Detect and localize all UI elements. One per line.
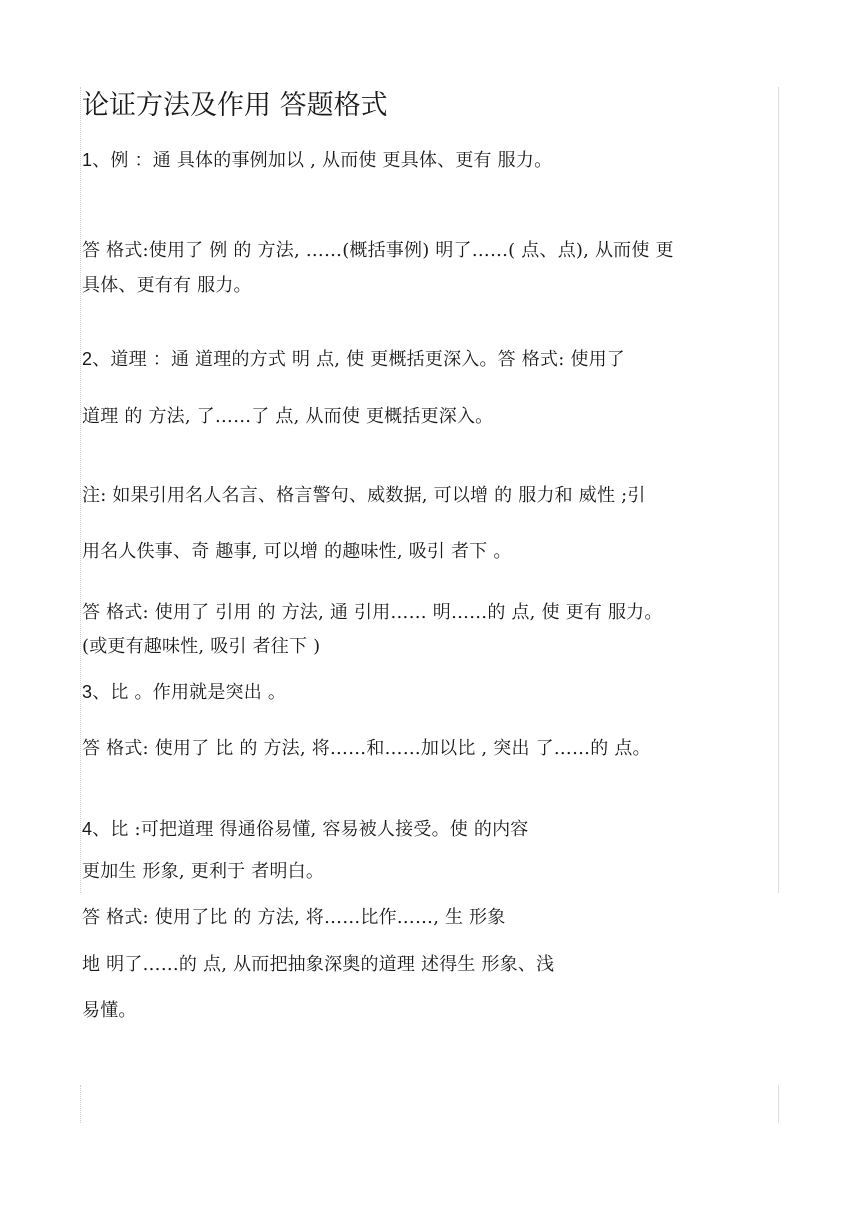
item-2-line (82, 347, 625, 372)
answer-format-line: 答 格式: 使用了 比 的 方法, 将……和……加以比 , 突出 了……的 点。 (82, 738, 651, 759)
right-margin-guide (778, 87, 779, 893)
paragraph-line: 地 明了……的 点, 从而把抽象深奥的道理 述得生 形象、浅 (82, 954, 555, 975)
answer-format-line: 答 格式:使用了 例 的 方法, ……(概括事例) 明了……( 点、点), 从而使 更 (82, 240, 674, 261)
answer-format-line: 具体、更有有 服力。 (82, 275, 252, 296)
note-line: 注: 如果引用名人名言、格言警句、威数据, 可以增 的 服力和 威性 ;引 (82, 485, 646, 506)
paragraph-text: 、道理 ：通 道理的方式 明 点, 使 更概括更深入。答 格式: 使用了 (92, 349, 625, 370)
item-number: 4 (82, 819, 93, 839)
right-margin-guide-lower (778, 1085, 779, 1123)
item-number: 2 (82, 349, 93, 369)
paragraph-line: 更加生 形象, 更利于 者明白。 (82, 861, 325, 882)
answer-format-line: 答 格式: 使用了 引用 的 方法, 通 引用…… 明……的 点, 使 更有 服力。 (82, 602, 663, 623)
note-line: 用名人佚事、奇 趣事, 可以增 的趣味性, 吸引 者下 。 (82, 541, 512, 562)
paragraph-line: (或更有趣味性, 吸引 者往下 ) (82, 636, 321, 657)
paragraph-line: 易懂。 (82, 1000, 137, 1021)
left-margin-guide-lower (80, 1085, 81, 1123)
item-3-line (82, 680, 286, 705)
item-1-line (82, 148, 552, 173)
paragraph-text: 、比 。作用就是突出 。 (92, 682, 287, 703)
document-title: 论证方法及作用 答题格式 (82, 90, 388, 121)
left-margin-guide (80, 87, 81, 893)
paragraph-text: 、例 ：通 具体的事例加以 , 从而使 更具体、更有 服力。 (92, 150, 553, 171)
paragraph-text: 、比 :可把道理 得通俗易懂, 容易被人接受。使 的内容 (92, 819, 529, 840)
paragraph-line: 道理 的 方法, 了……了 点, 从而使 更概括更深入。 (82, 406, 494, 427)
item-number: 1 (82, 150, 93, 170)
item-4-line (82, 817, 529, 842)
answer-format-line: 答 格式: 使用了比 的 方法, 将……比作……, 生 形象 (82, 907, 506, 928)
item-number: 3 (82, 682, 93, 702)
